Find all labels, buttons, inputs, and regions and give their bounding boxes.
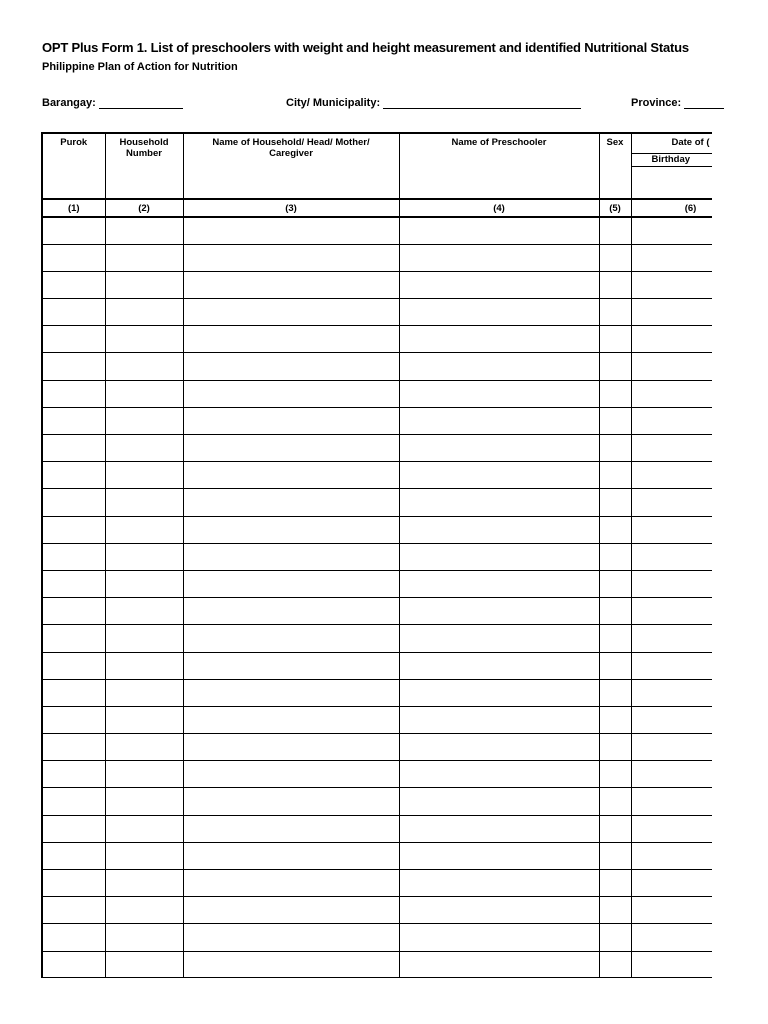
cell-purok[interactable]: [42, 326, 105, 353]
cell-purok[interactable]: [42, 625, 105, 652]
cell-preschooler[interactable]: [399, 244, 599, 271]
cell-preschooler[interactable]: [399, 217, 599, 244]
column-number-1: (1): [42, 199, 105, 217]
header-preschooler-label: Name of Preschooler: [451, 137, 547, 148]
cell-household-number[interactable]: [105, 679, 183, 706]
cell-sex[interactable]: [599, 951, 631, 978]
cell-date-of-birth[interactable]: [631, 570, 712, 597]
cell-purok[interactable]: [42, 679, 105, 706]
cell-date-of-birth[interactable]: [631, 217, 712, 244]
cell-household-head[interactable]: [183, 407, 399, 434]
cell-sex[interactable]: [599, 870, 631, 897]
cell-household-head[interactable]: [183, 815, 399, 842]
cell-sex[interactable]: [599, 679, 631, 706]
cell-purok[interactable]: [42, 543, 105, 570]
cell-household-head[interactable]: [183, 462, 399, 489]
cell-date-of-birth[interactable]: [631, 679, 712, 706]
header-preschooler: [399, 133, 599, 199]
cell-household-number[interactable]: [105, 299, 183, 326]
header-household-number: [105, 133, 183, 199]
preschooler-table-container: [41, 132, 712, 978]
cell-household-number[interactable]: [105, 625, 183, 652]
form-title: OPT Plus Form 1. List of preschoolers with weight and height measurement and identified Nutritional Status: [42, 40, 689, 55]
cell-household-head[interactable]: [183, 788, 399, 815]
table-row: [42, 815, 712, 842]
cell-household-number[interactable]: [105, 570, 183, 597]
cell-household-number[interactable]: [105, 951, 183, 978]
cell-purok[interactable]: [42, 570, 105, 597]
table-row: [42, 706, 712, 733]
table-header-row: [42, 133, 712, 153]
cell-household-head[interactable]: [183, 353, 399, 380]
cell-household-head[interactable]: [183, 679, 399, 706]
cell-household-number[interactable]: [105, 897, 183, 924]
cell-household-number[interactable]: [105, 652, 183, 679]
cell-purok[interactable]: [42, 407, 105, 434]
table-row: [42, 271, 712, 298]
table-row: [42, 435, 712, 462]
cell-household-head[interactable]: [183, 924, 399, 951]
cell-household-head[interactable]: [183, 706, 399, 733]
cell-household-head[interactable]: [183, 734, 399, 761]
cell-preschooler[interactable]: [399, 380, 599, 407]
column-number-5: (5): [599, 199, 631, 217]
cell-sex[interactable]: [599, 489, 631, 516]
cell-purok[interactable]: [42, 897, 105, 924]
cell-sex[interactable]: [599, 217, 631, 244]
cell-household-head[interactable]: [183, 380, 399, 407]
province-field: [631, 96, 724, 109]
table-row: [42, 299, 712, 326]
cell-purok[interactable]: [42, 489, 105, 516]
cell-household-number[interactable]: [105, 489, 183, 516]
cell-purok[interactable]: [42, 951, 105, 978]
cell-household-head[interactable]: [183, 435, 399, 462]
table-row: [42, 326, 712, 353]
cell-purok[interactable]: [42, 462, 105, 489]
table-row: [42, 353, 712, 380]
cell-household-number[interactable]: [105, 761, 183, 788]
cell-household-number[interactable]: [105, 924, 183, 951]
cell-household-head[interactable]: [183, 299, 399, 326]
table-row: [42, 842, 712, 869]
cell-household-number[interactable]: [105, 407, 183, 434]
cell-preschooler[interactable]: [399, 543, 599, 570]
column-number-row: [42, 199, 712, 217]
cell-purok[interactable]: [42, 761, 105, 788]
cell-household-number[interactable]: [105, 734, 183, 761]
cell-preschooler[interactable]: [399, 299, 599, 326]
table-row: [42, 516, 712, 543]
cell-date-of-birth[interactable]: [631, 706, 712, 733]
cell-preschooler[interactable]: [399, 842, 599, 869]
cell-household-number[interactable]: [105, 353, 183, 380]
column-number-4: (4): [399, 199, 599, 217]
table-row: [42, 897, 712, 924]
table-row: [42, 598, 712, 625]
cell-date-of-birth[interactable]: [631, 734, 712, 761]
cell-household-head[interactable]: [183, 761, 399, 788]
header-purok-label: Purok: [60, 137, 88, 148]
header-sex: [599, 133, 631, 199]
cell-household-number[interactable]: [105, 217, 183, 244]
table-row: [42, 380, 712, 407]
cell-household-number[interactable]: [105, 815, 183, 842]
header-date-of-label: Date of (: [671, 137, 710, 148]
cell-sex[interactable]: [599, 462, 631, 489]
header-date-of: [631, 133, 712, 153]
table-row: [42, 761, 712, 788]
cell-sex[interactable]: [599, 299, 631, 326]
cell-date-of-birth[interactable]: [631, 598, 712, 625]
cell-purok[interactable]: [42, 815, 105, 842]
table-row: [42, 244, 712, 271]
cell-date-of-birth[interactable]: [631, 842, 712, 869]
cell-preschooler[interactable]: [399, 706, 599, 733]
cell-date-of-birth[interactable]: [631, 788, 712, 815]
column-number-3: (3): [183, 199, 399, 217]
city-municipality-label: City/ Municipality:: [286, 97, 381, 109]
cell-household-head[interactable]: [183, 217, 399, 244]
table-row: [42, 570, 712, 597]
cell-purok[interactable]: [42, 380, 105, 407]
cell-date-of-birth[interactable]: [631, 326, 712, 353]
cell-household-number[interactable]: [105, 788, 183, 815]
cell-date-of-birth[interactable]: [631, 761, 712, 788]
cell-purok[interactable]: [42, 217, 105, 244]
cell-household-number[interactable]: [105, 244, 183, 271]
cell-preschooler[interactable]: [399, 625, 599, 652]
cell-purok[interactable]: [42, 435, 105, 462]
city-municipality-blank-line[interactable]: [383, 96, 581, 109]
header-household-number-label: Household Number: [119, 137, 169, 159]
cell-household-head[interactable]: [183, 598, 399, 625]
cell-preschooler[interactable]: [399, 598, 599, 625]
cell-household-number[interactable]: [105, 271, 183, 298]
cell-preschooler[interactable]: [399, 924, 599, 951]
cell-household-number[interactable]: [105, 543, 183, 570]
barangay-blank-line[interactable]: [99, 96, 183, 109]
cell-preschooler[interactable]: [399, 761, 599, 788]
cell-household-number[interactable]: [105, 462, 183, 489]
cell-household-number[interactable]: [105, 706, 183, 733]
table-row: [42, 679, 712, 706]
cell-preschooler[interactable]: [399, 870, 599, 897]
cell-purok[interactable]: [42, 598, 105, 625]
cell-date-of-birth[interactable]: [631, 897, 712, 924]
cell-preschooler[interactable]: [399, 407, 599, 434]
header-birthday-label: Birthday: [651, 153, 691, 165]
cell-preschooler[interactable]: [399, 652, 599, 679]
cell-household-head[interactable]: [183, 244, 399, 271]
table-row: [42, 951, 712, 978]
table-row: [42, 217, 712, 244]
table-row: [42, 462, 712, 489]
table-row: [42, 407, 712, 434]
barangay-label: Barangay:: [42, 97, 96, 109]
cell-purok[interactable]: [42, 271, 105, 298]
column-number-2: (2): [105, 199, 183, 217]
table-row: [42, 924, 712, 951]
preschooler-table: [41, 132, 712, 978]
cell-sex[interactable]: [599, 407, 631, 434]
cell-sex[interactable]: [599, 570, 631, 597]
province-blank-line[interactable]: [684, 96, 724, 109]
cell-household-number[interactable]: [105, 598, 183, 625]
header-household-head: [183, 133, 399, 199]
cell-date-of-birth[interactable]: [631, 870, 712, 897]
cell-household-head[interactable]: [183, 271, 399, 298]
cell-preschooler[interactable]: [399, 353, 599, 380]
cell-preschooler[interactable]: [399, 734, 599, 761]
cell-preschooler[interactable]: [399, 815, 599, 842]
cell-purok[interactable]: [42, 788, 105, 815]
cell-sex[interactable]: [599, 625, 631, 652]
cell-household-head[interactable]: [183, 489, 399, 516]
cell-household-head[interactable]: [183, 326, 399, 353]
cell-sex[interactable]: [599, 353, 631, 380]
cell-sex[interactable]: [599, 815, 631, 842]
cell-date-of-birth[interactable]: [631, 353, 712, 380]
table-row: [42, 652, 712, 679]
form-subtitle: Philippine Plan of Action for Nutrition: [42, 61, 238, 73]
barangay-field: [42, 96, 183, 109]
cell-date-of-birth[interactable]: [631, 516, 712, 543]
cell-date-of-birth[interactable]: [631, 299, 712, 326]
cell-purok[interactable]: [42, 734, 105, 761]
cell-sex[interactable]: [599, 924, 631, 951]
cell-preschooler[interactable]: [399, 326, 599, 353]
cell-household-number[interactable]: [105, 870, 183, 897]
cell-sex[interactable]: [599, 380, 631, 407]
cell-purok[interactable]: [42, 924, 105, 951]
cell-sex[interactable]: [599, 516, 631, 543]
header-birthday-blank: [631, 166, 712, 199]
city-municipality-field: [286, 96, 581, 109]
cell-sex[interactable]: [599, 271, 631, 298]
cell-preschooler[interactable]: [399, 462, 599, 489]
header-household-head-label: Name of Household/ Head/ Mother/ Caregiver: [212, 137, 370, 159]
cell-preschooler[interactable]: [399, 570, 599, 597]
cell-household-head[interactable]: [183, 625, 399, 652]
cell-date-of-birth[interactable]: [631, 815, 712, 842]
cell-household-number[interactable]: [105, 842, 183, 869]
cell-purok[interactable]: [42, 244, 105, 271]
cell-sex[interactable]: [599, 842, 631, 869]
cell-sex[interactable]: [599, 761, 631, 788]
cell-household-head[interactable]: [183, 652, 399, 679]
table-row: [42, 788, 712, 815]
cell-preschooler[interactable]: [399, 679, 599, 706]
cell-preschooler[interactable]: [399, 897, 599, 924]
cell-household-head[interactable]: [183, 570, 399, 597]
province-label: Province:: [631, 97, 682, 109]
cell-purok[interactable]: [42, 842, 105, 869]
cell-purok[interactable]: [42, 299, 105, 326]
cell-sex[interactable]: [599, 897, 631, 924]
cell-date-of-birth[interactable]: [631, 489, 712, 516]
cell-household-head[interactable]: [183, 516, 399, 543]
column-number-6: (6): [631, 199, 712, 217]
cell-purok[interactable]: [42, 516, 105, 543]
cell-household-head[interactable]: [183, 543, 399, 570]
cell-household-head[interactable]: [183, 951, 399, 978]
header-birthday: [631, 153, 712, 166]
cell-date-of-birth[interactable]: [631, 380, 712, 407]
cell-household-number[interactable]: [105, 435, 183, 462]
cell-purok[interactable]: [42, 870, 105, 897]
cell-date-of-birth[interactable]: [631, 407, 712, 434]
cell-sex[interactable]: [599, 435, 631, 462]
table-row: [42, 870, 712, 897]
header-purok: [42, 133, 105, 199]
cell-purok[interactable]: [42, 652, 105, 679]
table-row: [42, 625, 712, 652]
cell-purok[interactable]: [42, 706, 105, 733]
cell-household-number[interactable]: [105, 326, 183, 353]
cell-sex[interactable]: [599, 598, 631, 625]
cell-date-of-birth[interactable]: [631, 652, 712, 679]
cell-preschooler[interactable]: [399, 271, 599, 298]
cell-date-of-birth[interactable]: [631, 543, 712, 570]
cell-date-of-birth[interactable]: [631, 244, 712, 271]
cell-preschooler[interactable]: [399, 489, 599, 516]
cell-date-of-birth[interactable]: [631, 924, 712, 951]
table-row: [42, 543, 712, 570]
cell-sex[interactable]: [599, 652, 631, 679]
cell-sex[interactable]: [599, 734, 631, 761]
cell-sex[interactable]: [599, 788, 631, 815]
cell-sex[interactable]: [599, 543, 631, 570]
cell-household-head[interactable]: [183, 870, 399, 897]
cell-preschooler[interactable]: [399, 516, 599, 543]
cell-date-of-birth[interactable]: [631, 271, 712, 298]
cell-date-of-birth[interactable]: [631, 462, 712, 489]
cell-sex[interactable]: [599, 244, 631, 271]
table-row: [42, 734, 712, 761]
table-row: [42, 489, 712, 516]
cell-date-of-birth[interactable]: [631, 435, 712, 462]
cell-household-number[interactable]: [105, 516, 183, 543]
header-sex-label: Sex: [606, 137, 624, 148]
cell-sex[interactable]: [599, 326, 631, 353]
cell-household-head[interactable]: [183, 897, 399, 924]
cell-preschooler[interactable]: [399, 951, 599, 978]
cell-preschooler[interactable]: [399, 788, 599, 815]
cell-date-of-birth[interactable]: [631, 625, 712, 652]
cell-sex[interactable]: [599, 706, 631, 733]
cell-preschooler[interactable]: [399, 435, 599, 462]
cell-date-of-birth[interactable]: [631, 951, 712, 978]
cell-purok[interactable]: [42, 353, 105, 380]
cell-household-head[interactable]: [183, 842, 399, 869]
cell-household-number[interactable]: [105, 380, 183, 407]
